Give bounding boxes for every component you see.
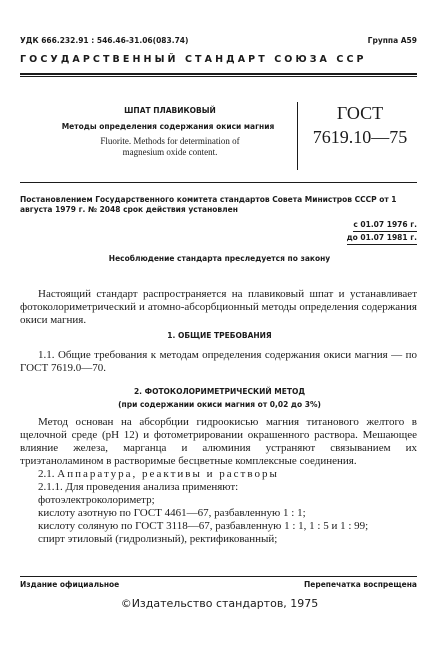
group-code: Группа А59	[367, 36, 417, 45]
english-title	[60, 136, 280, 158]
title-divider	[297, 102, 298, 170]
date-to: до 01.07 1981 г.	[347, 232, 417, 245]
gost-label: ГОСТ	[336, 103, 384, 123]
section2-subheading: (при содержании окиси магния от 0,02 до 3%)	[118, 400, 321, 409]
document-title: ШПАТ ПЛАВИКОВЫЙ	[124, 106, 216, 115]
gost-number: 7619.10—75	[312, 127, 408, 147]
list-item: спирт этиловый (гидролизный), ректификованный;	[38, 533, 278, 545]
header-rule-thin	[20, 76, 417, 77]
section1-paragraph	[20, 349, 417, 375]
item-2-1-title: Аппаратура, реактивы и растворы	[57, 468, 279, 480]
validity-dates	[347, 219, 417, 245]
document-subtitle: Методы определения содержания окиси магния	[61, 122, 275, 131]
method-principle: Метод основан на абсорбции гидроокисью магния титанового желтого в щелочной среде (рН 12) и фотометрировании окрашенного раствора. Мешающее влияние железа, марганца и алюминия устраняют связыванием их триэтаноламином в растворимые бесцветные комплексные соединения.	[20, 416, 417, 467]
item-2-1-1: 2.1.1. Для проведения анализа применяют:	[38, 481, 239, 493]
decree-text: Постановлением Государственного комитета стандартов Совета Министров СССР от 1 августа 1979 г. № 2048 срок действия установлен	[20, 195, 397, 214]
footer-rule	[20, 576, 417, 577]
english-title-line1: Fluorite. Methods for determination of	[100, 136, 240, 146]
list-item: кислоту соляную по ГОСТ 3118—67, разбавленную 1 : 1, 1 : 5 и 1 : 99;	[38, 520, 369, 532]
date-from: с 01.07 1976 г.	[353, 219, 417, 232]
item-2-1-number: 2.1.	[38, 468, 55, 480]
copyright: ©Издательство стандартов, 1975	[120, 597, 319, 610]
section1-heading: 1. ОБЩИЕ ТРЕБОВАНИЯ	[167, 331, 272, 340]
list-item: фотоэлектроколориметр;	[38, 494, 155, 506]
list-item: кислоту азотную по ГОСТ 4461—67, разбавленную 1 : 1;	[38, 507, 306, 519]
udk-code: УДК 666.232.91 : 546.46-31.06(083.74)	[20, 36, 189, 45]
violation-notice: Несоблюдение стандарта преследуется по закону	[108, 254, 331, 263]
official-edition: Издание официальное	[20, 580, 120, 589]
section2-heading: 2. ФОТОКОЛОРИМЕТРИЧЕСКИЙ МЕТОД	[133, 387, 306, 396]
intro-paragraph	[20, 288, 417, 327]
section1-text: 1.1. Общие требования к методам определения содержания окиси магния — по ГОСТ 7619.0—70.	[20, 349, 417, 374]
reprint-prohibited: Перепечатка воспрещена	[303, 580, 417, 589]
intro-text: Настоящий стандарт распространяется на плавиковый шпат и устанавливает фотоколориметрический и атомно-абсорбционный методы определения содержания окиси магния.	[20, 288, 417, 326]
title-rule	[20, 182, 417, 183]
header-rule-thick	[20, 73, 417, 75]
english-title-line2: magnesium oxide content.	[122, 147, 218, 157]
section2-body	[20, 416, 417, 546]
standard-banner: ГОСУДАРСТВЕННЫЙ СТАНДАРТ СОЮЗА ССР	[20, 54, 367, 65]
item-2-1	[20, 468, 417, 481]
